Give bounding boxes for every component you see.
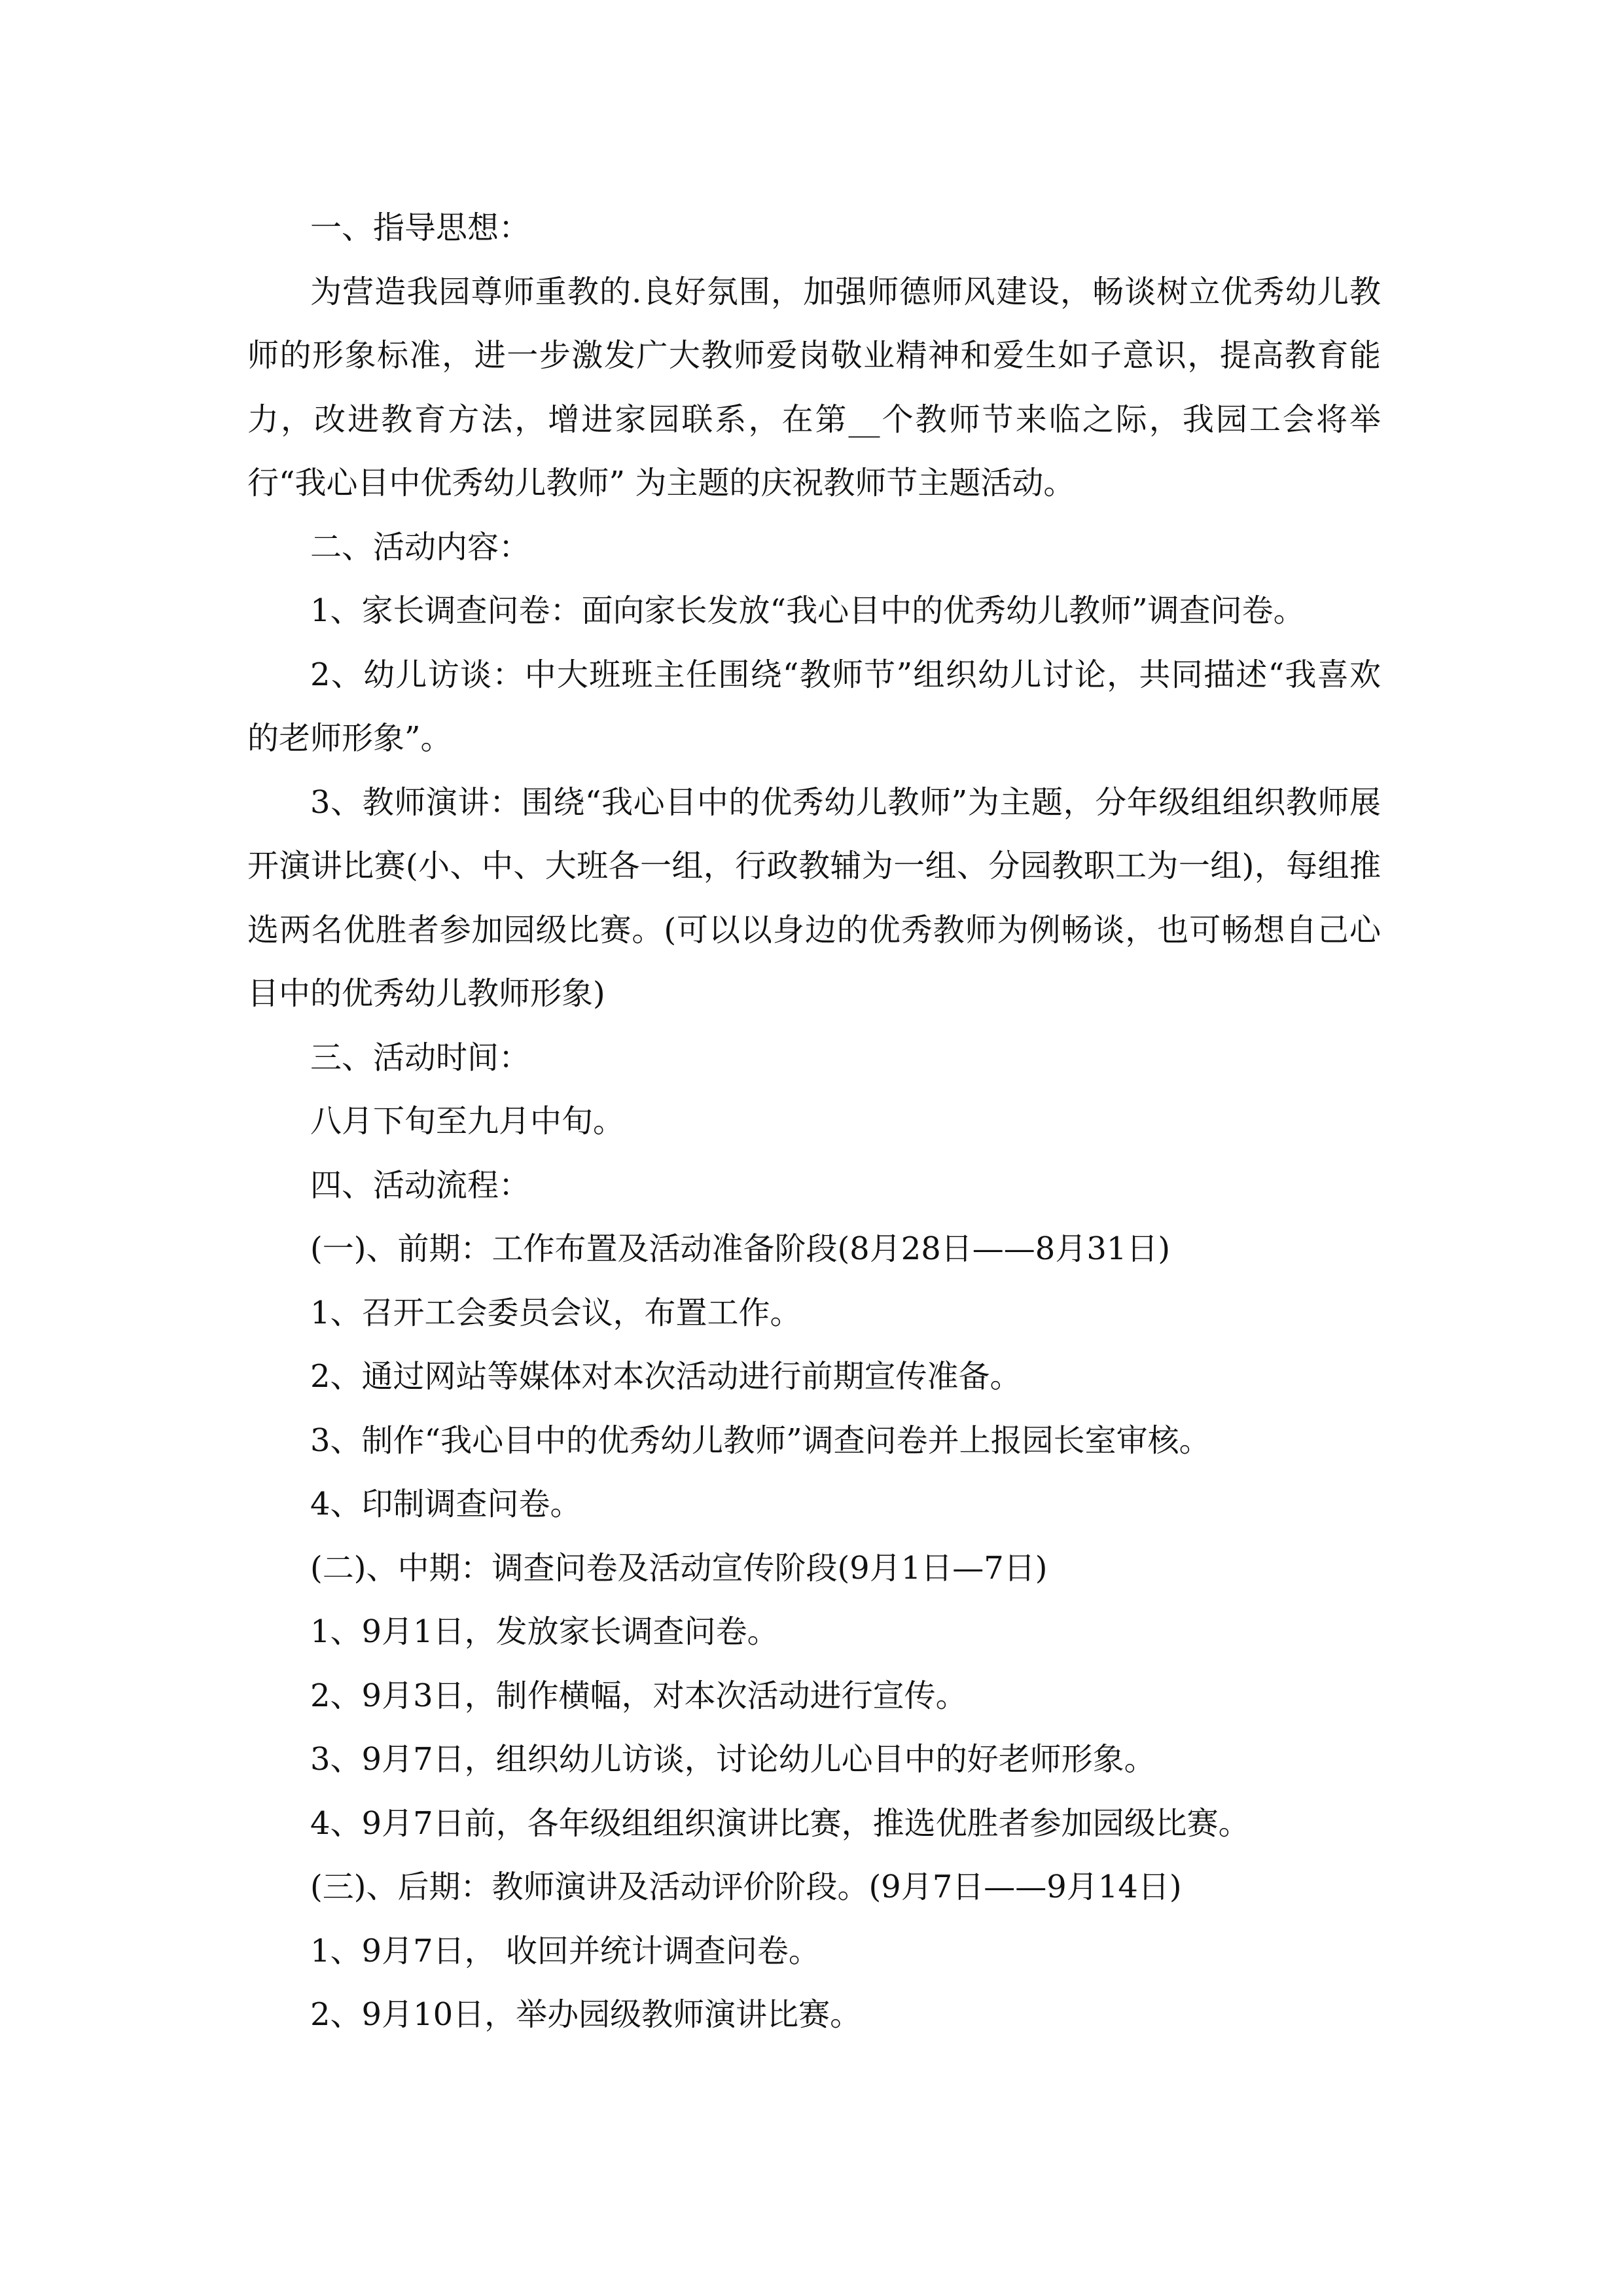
list-item: 1、9月7日， 收回并统计调查问卷。 [310,1932,820,1969]
subheading-early-stage: (一)、前期：工作布置及活动准备阶段(8月28日——8月31日) [310,1230,1171,1267]
paragraph-time: 八月下旬至九月中旬。 [310,1103,625,1139]
list-item: 3、制作“我心目中的优秀幼儿教师”调查问卷并上报园长室审核。 [310,1422,1211,1459]
list-item: 1、召开工会委员会议，布置工作。 [310,1294,802,1331]
list-item: 1、家长调查问卷：面向家长发放“我心目中的优秀幼儿教师”调查问卷。 [310,592,1305,629]
list-item: 2、9月3日，制作横幅，对本次活动进行宣传。 [310,1677,967,1714]
document-body [247,196,1381,2047]
subheading-late-stage: (三)、后期：教师演讲及活动评价阶段。(9月7日——9月14日) [310,1869,1182,1905]
list-item: 4、印制调查问卷。 [310,1486,582,1522]
list-item: 1、9月1日，发放家长调查问卷。 [310,1613,779,1650]
list-item: 3、9月7日，组织幼儿访谈，讨论幼儿心目中的好老师形象。 [310,1741,1156,1778]
list-item: 4、9月7日前，各年级组组织演讲比赛，推选优胜者参加园级比赛。 [310,1804,1250,1842]
subheading-middle-stage: (二)、中期：调查问卷及活动宣传阶段(9月1日—7日) [310,1549,1048,1587]
list-item: 3、教师演讲：围绕“我心目中的优秀幼儿教师”为主题，分年级组组织教师展开演讲比赛(小、中、大班各一组，行政教辅为一组、分园教职工为一组)，每组推选两名优胜者参加园级比赛。(可以以身边的优秀教师为例畅谈，也可畅想自己心目中的优秀幼儿教师形象) [247,783,1381,1012]
heading-guiding-ideology: 一、指导思想： [310,209,531,246]
list-item: 2、通过网站等媒体对本次活动进行前期宣传准备。 [310,1358,1022,1395]
list-item: 2、9月10日，举办园级教师演讲比赛。 [310,1996,862,2033]
heading-activity-process: 四、活动流程： [310,1166,531,1204]
heading-activity-content: 二、活动内容： [310,528,531,565]
heading-activity-time: 三、活动时间： [310,1039,531,1076]
list-item: 2、幼儿访谈：中大班班主任围绕“教师节”组织幼儿讨论，共同描述“我喜欢的老师形象”。 [247,656,1381,757]
paragraph-purpose: 为营造我园尊师重教的.良好氛围，加强师德师风建设，畅谈树立优秀幼儿教师的形象标准，进一步激发广大教师爱岗敬业精神和爱生如子意识，提高教育能力，改进教育方法，增进家园联系，在第__个教师节来临之际，我园工会将举行“我心目中优秀幼儿教师” 为主题的庆祝教师节主题活动。 [247,273,1381,501]
